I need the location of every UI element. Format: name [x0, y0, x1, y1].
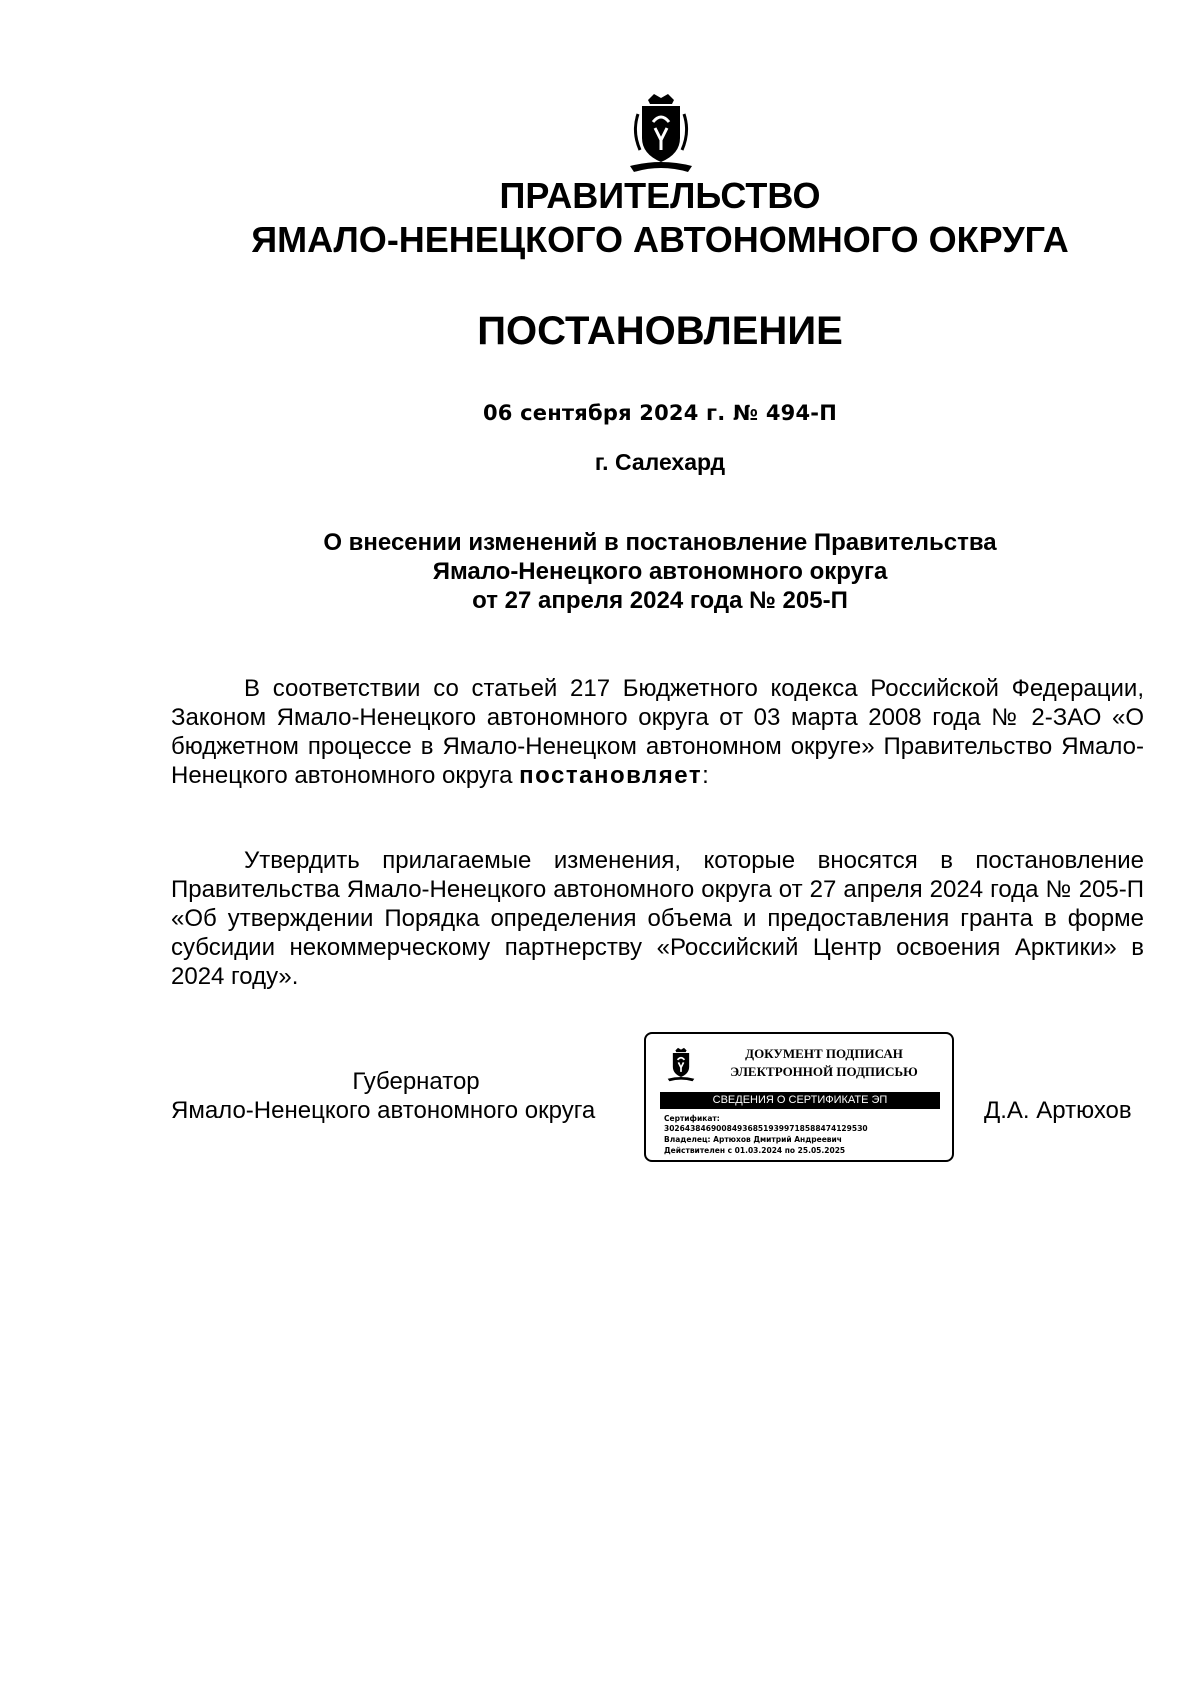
stamp-title-1: ДОКУМЕНТ ПОДПИСАН	[745, 1046, 903, 1061]
stamp-cert-number: 3026438469008493685193997185884741295З0	[664, 1124, 868, 1133]
subject-line-3: от 27 апреля 2024 года № 205-П	[472, 587, 848, 614]
coat-of-arms-icon	[626, 92, 696, 176]
subject-line-2: Ямало-Ненецкого автономного округа	[432, 558, 888, 585]
paragraph-resolution	[171, 846, 1144, 991]
government-line-2: ЯМАЛО-НЕНЕЦКОГО АВТОНОМНОГО ОКРУГА	[251, 219, 1069, 260]
signatory-title-line-2: Ямало-Ненецкого автономного округа	[171, 1097, 596, 1124]
paragraph-preamble	[171, 674, 1144, 790]
stamp-cert-label: Сертификат:	[664, 1114, 720, 1123]
stamp-emblem-icon	[666, 1046, 696, 1084]
stamp-title-2: ЭЛЕКТРОННОЙ ПОДПИСЬЮ	[730, 1064, 918, 1079]
subject-line-1: О внесении изменений в постановление Правительства	[323, 529, 997, 556]
stamp-owner: Владелец: Артюхов Дмитрий Андреевич	[664, 1135, 842, 1144]
resolves-keyword: постановляет	[519, 762, 703, 789]
government-line-1: ПРАВИТЕЛЬСТВО	[499, 175, 821, 216]
electronic-signature-stamp	[644, 1032, 954, 1162]
signatory-name: Д.А. Артюхов	[984, 1097, 1132, 1124]
city: г. Салехард	[594, 449, 726, 475]
date-number: 06 сентября 2024 г. № 494-П	[482, 401, 837, 425]
stamp-validity: Действителен с 01.03.2024 по 25.05.2025	[664, 1146, 846, 1155]
preamble-colon: :	[702, 762, 709, 789]
stamp-cert-header: СВЕДЕНИЯ О СЕРТИФИКАТЕ ЭП	[660, 1092, 940, 1109]
preamble-text: В соответствии со статьей 217 Бюджетного кодекса Российской Федерации, Законом Ямало-Ненецкого автономного округа от 03 марта 2008 года № 2-ЗАО «О бюджетном процессе в Ямало-Ненецком автономном округе» Правительство Ямало-Ненецкого автономного округа	[171, 675, 1144, 789]
document-type: ПОСТАНОВЛЕНИЕ	[477, 309, 843, 353]
resolution-text: Утвердить прилагаемые изменения, которые вносятся в постановление Правительства Ямало-Ненецкого автономного округа от 27 апреля 2024 года № 205-П «Об утверждении Порядка определения объема и предоставления гранта в форме субсидии некоммерческому партнерству «Российский Центр освоения Арктики» в 2024 году».	[171, 847, 1144, 990]
subject-title	[0, 528, 1200, 615]
signatory-title-line-1: Губернатор	[352, 1068, 480, 1095]
